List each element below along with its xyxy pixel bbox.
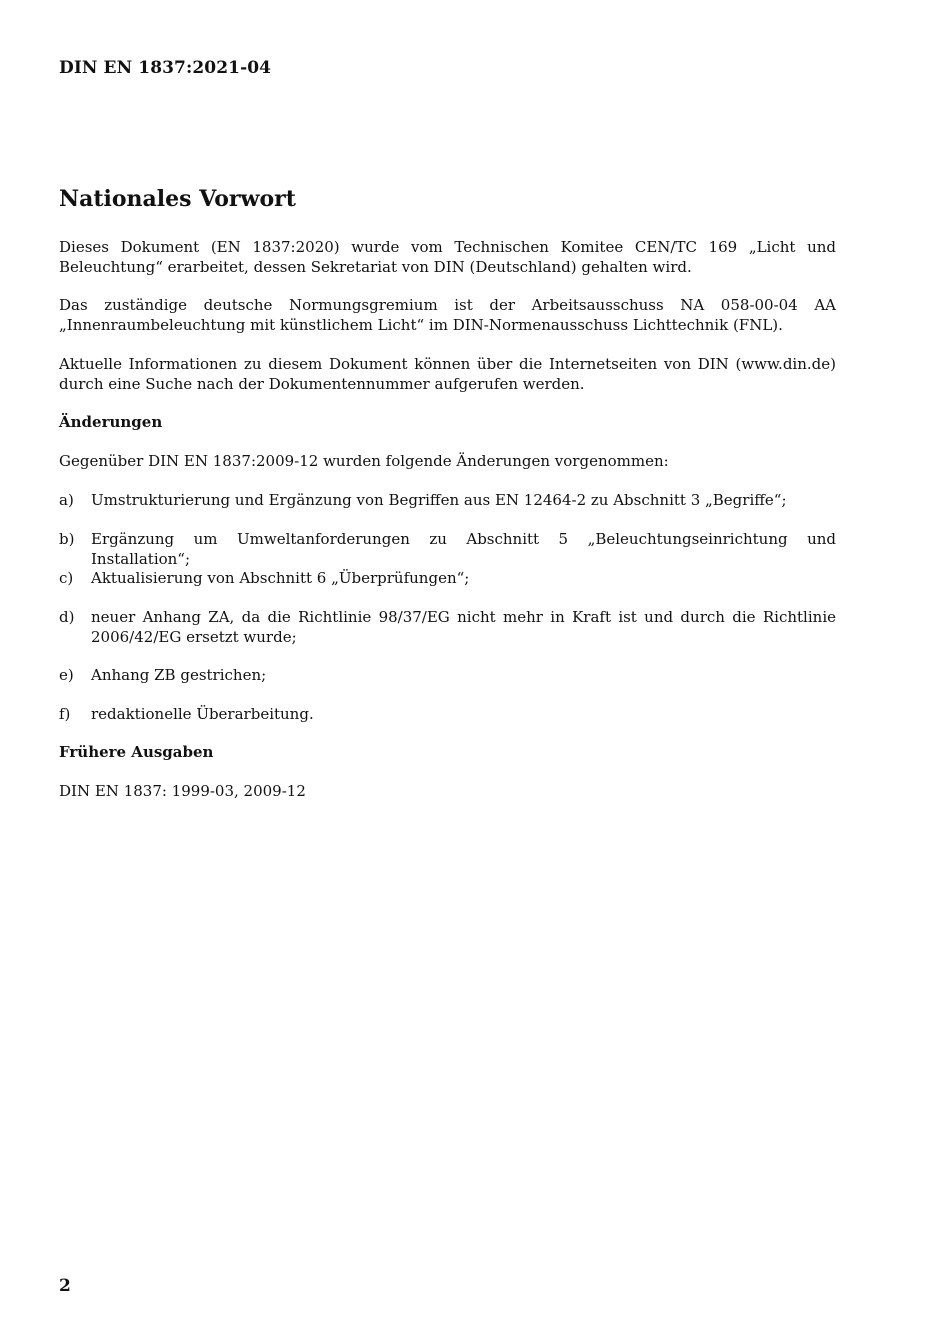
section-title: Nationales Vorwort bbox=[59, 186, 296, 212]
list-item-text: Ergänzung um Umweltanforderungen zu Abschnitt 5 „Beleuchtungseinrichtung und Installation“; bbox=[91, 530, 836, 568]
list-item-text: Umstrukturierung und Ergänzung von Begriffen aus EN 12464-2 zu Abschnitt 3 „Begriffe“; bbox=[91, 491, 787, 509]
list-marker: c) bbox=[59, 569, 74, 587]
paragraph-committee: Das zuständige deutsche Normungsgremium ist der Arbeitsausschuss NA 058-00-04 AA „Innenraumbeleuchtung mit künstlichem Licht“ im DIN-Normenausschuss Lichttechnik (FNL). bbox=[59, 296, 836, 334]
page-number: 2 bbox=[59, 1276, 71, 1296]
previous-editions-heading: Frühere Ausgaben bbox=[59, 743, 214, 761]
paragraph-secretariat: Dieses Dokument (EN 1837:2020) wurde vom Technischen Komitee CEN/TC 169 „Licht und Beleuchtung“ erarbeitet, dessen Sekretariat von DIN (Deutschland) gehalten wird. bbox=[59, 238, 836, 276]
change-item-e bbox=[59, 666, 836, 686]
list-marker: a) bbox=[59, 491, 74, 509]
list-item-text: redaktionelle Überarbeitung. bbox=[91, 705, 314, 723]
previous-editions-text: DIN EN 1837: 1999-03, 2009-12 bbox=[59, 782, 306, 800]
list-marker: e) bbox=[59, 666, 74, 684]
list-item-text: neuer Anhang ZA, da die Richtlinie 98/37/EG nicht mehr in Kraft ist und durch die Richtlinie 2006/42/EG ersetzt wurde; bbox=[91, 608, 836, 646]
list-item-text: Anhang ZB gestrichen; bbox=[91, 666, 267, 684]
list-marker: b) bbox=[59, 530, 75, 548]
list-marker: d) bbox=[59, 608, 75, 626]
list-marker: f) bbox=[59, 705, 71, 723]
change-item-a bbox=[59, 491, 836, 511]
document-id-header: DIN EN 1837:2021-04 bbox=[59, 58, 272, 78]
list-item-text: Aktualisierung von Abschnitt 6 „Überprüfungen“; bbox=[91, 569, 470, 587]
changes-heading: Änderungen bbox=[59, 413, 163, 431]
change-item-c bbox=[59, 569, 836, 589]
change-item-b bbox=[59, 530, 836, 569]
change-item-d bbox=[59, 608, 836, 647]
paragraph-information: Aktuelle Informationen zu diesem Dokument können über die Internetseiten von DIN (www.din.de) durch eine Suche nach der Dokumentennummer aufgerufen werden. bbox=[59, 355, 836, 393]
change-item-f bbox=[59, 705, 836, 725]
changes-intro: Gegenüber DIN EN 1837:2009-12 wurden folgende Änderungen vorgenommen: bbox=[59, 452, 669, 470]
